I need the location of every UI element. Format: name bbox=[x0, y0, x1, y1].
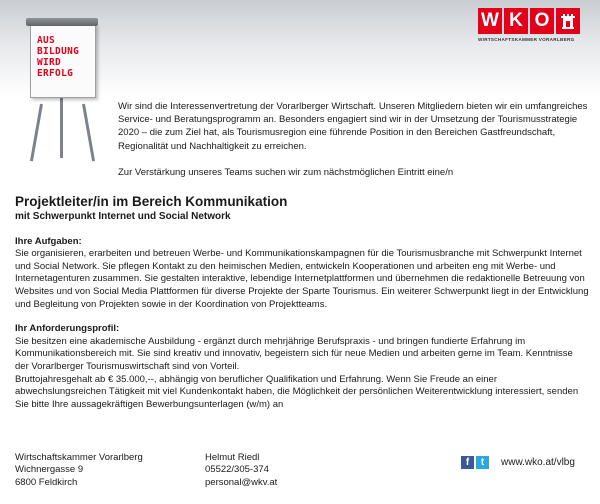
twitter-icon[interactable]: t bbox=[476, 456, 489, 469]
logo-letter-k: K bbox=[504, 8, 528, 34]
website-link[interactable]: www.wko.at/vlbg bbox=[501, 457, 575, 468]
facebook-icon[interactable]: f bbox=[461, 456, 474, 469]
intro-call: Zur Verstärkung unseres Teams suchen wir zum nächstmöglichen Eintritt eine/n bbox=[118, 166, 454, 178]
contact-email[interactable]: personal@wkv.at bbox=[205, 476, 278, 488]
flipchart-board bbox=[30, 24, 96, 98]
intro-paragraph: Wir sind die Interessenvertretung der Vorarlberger Wirtschaft. Unseren Mitgliedern bieten wir ein umfangreiches Service- und Beratungsprogramm an. Besonders engagiert sind wir in der Umsetzung der Tourismusstrategie 2020 – die zum Ziel hat, als Tourismusregion eine führende Position in den Bereichen Gastfreundschaft, Regionalität und Nachhaltigkeit zu erreichen. bbox=[118, 101, 588, 152]
contact-phone: 05522/305-374 bbox=[205, 464, 269, 476]
logo-subtitle: WIRTSCHAFTSKAMMER VORARLBERG bbox=[478, 37, 575, 42]
job-title: Projektleiter/in im Bereich Kommunikation bbox=[15, 194, 288, 209]
salary-text: Bruttojahresgehalt ab € 35.000,--, abhängig von beruflicher Qualifikation und Erfahrung. Wenn Sie Freude an einer abwechslungsreichen Tätigkeit mit viel Kundenkontakt haben, die Möglichkeit der persönlichen Weiterentwicklung interessiert, senden Sie bitte Ihre aussagekräftigen Bewerbungsunterlagen (w/m) an bbox=[15, 373, 579, 410]
wko-logo[interactable] bbox=[478, 8, 582, 42]
social-links bbox=[461, 456, 489, 469]
company-address: Wirtschaftskammer Vorarlberg Wichnergasse 9 6800 Feldkirch bbox=[15, 452, 143, 488]
contact-name: Helmut Riedl bbox=[205, 452, 260, 463]
logo-letter-w: W bbox=[478, 8, 502, 34]
job-subtitle: mit Schwerpunkt Internet und Social Network bbox=[15, 211, 231, 222]
flipchart-text: AUS BILDUNG WIRD ERFOLG bbox=[37, 35, 80, 79]
footer bbox=[15, 452, 589, 496]
intro-text bbox=[118, 100, 588, 179]
job-description bbox=[15, 194, 589, 411]
profile-text: Sie besitzen eine akademische Ausbildung - ergänzt durch mehrjährige Berufspraxis - und bringen fundierte Erfahrung im Kommunikationsbereich mit. Sie sind kreativ und innovativ, begeistern sich für neue Medien und arbeiten gerne im Team. Kenntnisse der Vorarlberger Tourismuswirtschaft sind von Vorteil. bbox=[15, 335, 573, 372]
coat-of-arms-icon bbox=[556, 8, 580, 34]
logo-letter-o: O bbox=[530, 8, 554, 34]
flipchart-illustration bbox=[26, 16, 112, 166]
contact-person bbox=[205, 452, 277, 489]
tasks-text: Sie organisieren, erarbeiten und betreuen Werbe- und Kommunikationskampagnen für die Tourismusbranche mit Schwerpunkt Internet und Social Network. Sie pflegen Kontakt zu den heimischen Medien, entwickeln Kooperationen und arbeiten eng mit Werbe- und Internetagenturen zusammen. Sie gestalten interaktive, lebendige Internetplattformen und übernehmen die redaktionelle Betreuung von Websites und von Social Media Plattformen für diverse Projekte der Sparte Tourismus. Ein weiterer Schwerpunkt liegt in der Entwicklung und Begleitung von Projekten sowie in der Koordination von Projektteams. bbox=[15, 248, 589, 310]
tasks-heading: Ihre Aufgaben: bbox=[15, 235, 82, 247]
profile-heading: Ihr Anforderungsprofil: bbox=[15, 323, 120, 335]
